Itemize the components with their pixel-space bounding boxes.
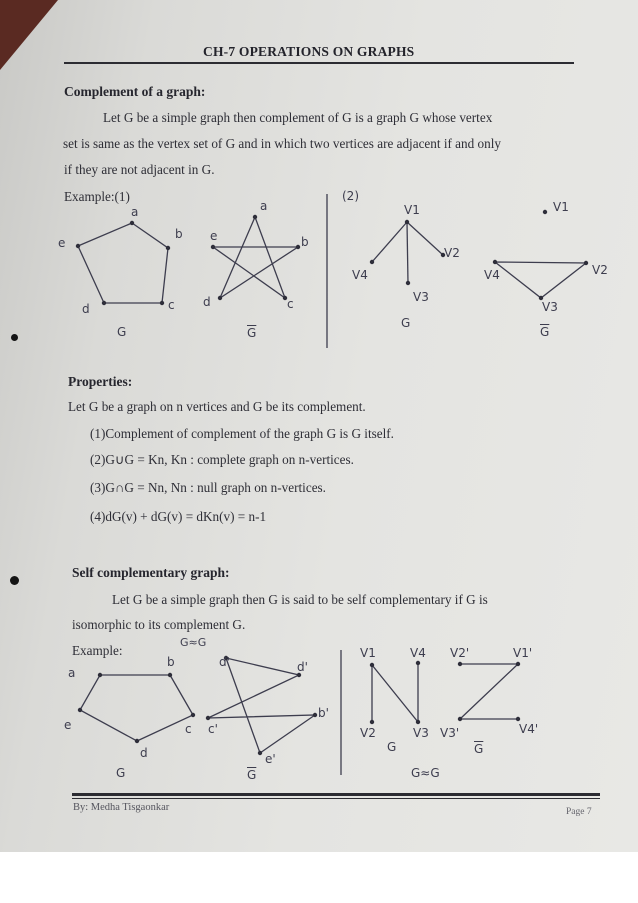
property-item: (1)Complement of complement of the graph G is G itself. bbox=[90, 426, 394, 441]
graph-name-label: G bbox=[117, 325, 127, 339]
vertex-label-e: e bbox=[58, 236, 66, 250]
example2-label: (2) bbox=[342, 189, 359, 203]
self-comp-para-line: Let G be a simple graph then G is said to be self complementary if G is bbox=[112, 592, 488, 607]
graph-edge bbox=[407, 222, 408, 283]
complement-para-line: Let G be a simple graph then complement of G is a graph G whose vertex bbox=[103, 110, 493, 125]
graph-edge bbox=[372, 222, 407, 262]
iso-note: G≈G bbox=[180, 636, 207, 649]
vertex-label-v2-prime: V2' bbox=[450, 646, 470, 660]
vertex-label-v3-prime: V3' bbox=[440, 726, 460, 740]
graph-name-label: G bbox=[116, 766, 126, 780]
page-title: CH-7 OPERATIONS ON GRAPHS bbox=[203, 44, 415, 59]
property-item: (2)G∪G = Kn, Kn : complete graph on n-vertices. bbox=[90, 452, 354, 467]
vertex-label-d: d bbox=[203, 295, 211, 309]
vertex-label-b: b bbox=[167, 655, 175, 669]
self-g-edges bbox=[80, 675, 193, 741]
vertex-label-b: b bbox=[175, 227, 183, 241]
vertex-label-v3: V3 bbox=[413, 726, 429, 740]
self-comp-para-line: isomorphic to its complement G. bbox=[72, 617, 246, 632]
n-graph-edges bbox=[372, 663, 418, 722]
example-label: Example:(1) bbox=[64, 189, 130, 204]
footer-author: By: Medha Tisgaonkar bbox=[73, 802, 170, 813]
vertex-label-v3: V3 bbox=[542, 300, 558, 314]
vertex-label-c: c bbox=[287, 297, 294, 311]
graph-name-label: $\overline{G}$ bbox=[247, 768, 257, 782]
footer-page-number: Page 7 bbox=[566, 807, 592, 817]
vertex-label-v3: V3 bbox=[413, 290, 429, 304]
self-comp-example-label: Example: bbox=[72, 643, 123, 658]
z-graph-edges bbox=[460, 664, 518, 719]
vertex-label-v2: V2 bbox=[360, 726, 376, 740]
vertex-label-c: c bbox=[185, 722, 192, 736]
vertex-label-a-prime: d' bbox=[219, 655, 230, 669]
complement-heading: Complement of a graph: bbox=[64, 84, 206, 99]
iso-note-bottom: G≈G bbox=[411, 766, 440, 780]
properties-intro: Let G be a graph on n vertices and G be its complement. bbox=[68, 399, 366, 414]
properties-heading: Properties: bbox=[68, 374, 133, 389]
vertex-label-v4-prime: V4' bbox=[519, 722, 539, 736]
vertex-label-d: d bbox=[140, 746, 148, 760]
vertex-label-e-prime: e' bbox=[265, 752, 276, 766]
vertex-label-v1: V1 bbox=[360, 646, 376, 660]
self-comp-heading: Self complementary graph: bbox=[72, 565, 230, 580]
complement-para-line: set is same as the vertex set of G and in which two vertices are adjacent if and only bbox=[63, 136, 501, 151]
vertex-label-v2: V2 bbox=[592, 263, 608, 277]
graph-name-label: $\overline{G}$ bbox=[247, 326, 257, 340]
vertex-label-v4: V4 bbox=[484, 268, 500, 282]
vertex-label-v1: V1 bbox=[553, 200, 569, 214]
star-graph-edges bbox=[213, 217, 298, 298]
vertex-label-a: a bbox=[68, 666, 76, 680]
graph-name-label: $\overline{G}$ bbox=[474, 742, 484, 756]
vertex-label-v1: V1 bbox=[404, 203, 420, 217]
vertex-label-d: d bbox=[82, 302, 90, 316]
vertex-label-v2: V2 bbox=[444, 246, 460, 260]
vertex-label-c-prime: c' bbox=[208, 722, 218, 736]
vertex-label-v4: V4 bbox=[410, 646, 426, 660]
pentagon-graph-edges bbox=[78, 223, 168, 303]
graph-edge bbox=[407, 222, 443, 255]
vertex-label-a: a bbox=[260, 199, 268, 213]
property-item: (4)dG(v) + dG(v) = dKn(v) = n-1 bbox=[90, 509, 267, 524]
vertex-label-e: e bbox=[64, 718, 72, 732]
vertex-label-c: c bbox=[168, 298, 175, 312]
vertex-label-v4: V4 bbox=[352, 268, 368, 282]
graph-name-label: $\overline{G}$ bbox=[540, 325, 550, 339]
vertex-label-e: e bbox=[210, 229, 218, 243]
graph-name-label: G bbox=[387, 740, 397, 754]
graph-name-label: G bbox=[401, 316, 411, 330]
vertex-label-a: a bbox=[131, 205, 139, 219]
vertex-label-v1-prime: V1' bbox=[513, 646, 533, 660]
complement-para-line: if they are not adjacent in G. bbox=[64, 162, 215, 177]
triangle-graph-edges bbox=[495, 262, 586, 298]
vertex-label-b-prime: b' bbox=[318, 706, 329, 720]
property-item: (3)G∩G = Nn, Nn : null graph on n-vertices. bbox=[90, 480, 326, 495]
vertex-label-d-prime: d' bbox=[297, 660, 308, 674]
vertex-label-b: b bbox=[301, 235, 309, 249]
